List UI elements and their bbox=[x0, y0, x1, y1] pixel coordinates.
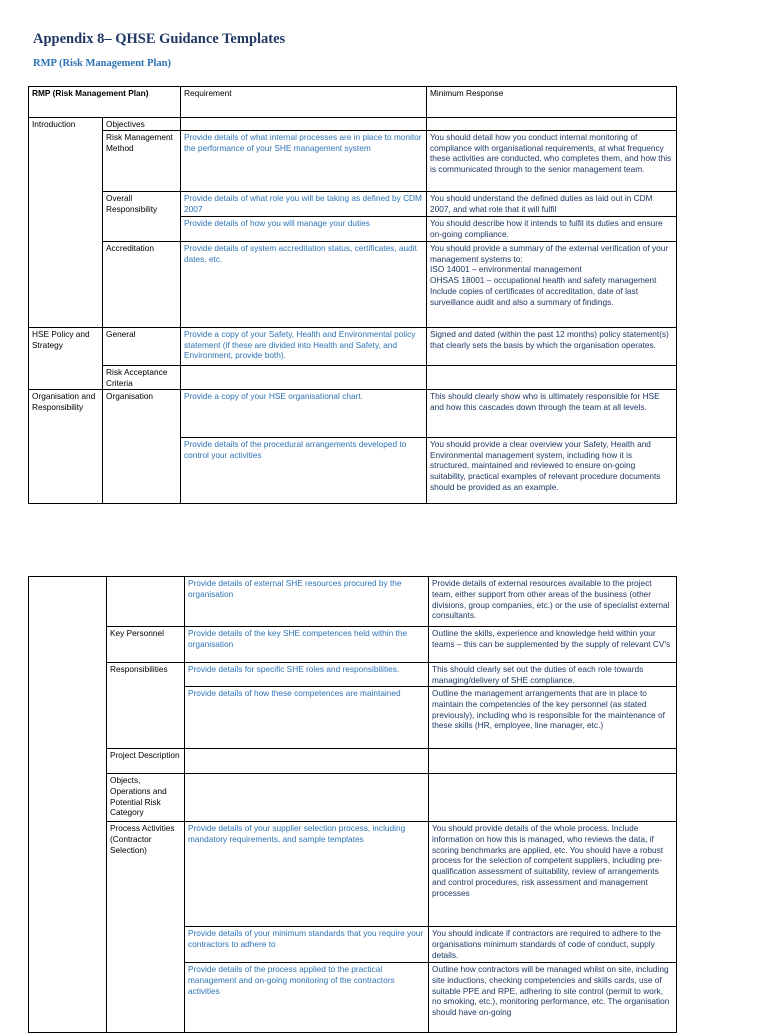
response-cell: Outline the management arrangements that are in place to maintain the competencies of the key personnel (as stated previously), including who is responsible for the maintenance of these skills (HR, employee, line manager, etc.) bbox=[429, 687, 677, 749]
requirement-cell: Provide details for specific SHE roles and responsibilities. bbox=[185, 663, 429, 687]
table-row bbox=[29, 130, 677, 191]
requirement-cell: Provide details of how these competences are maintained bbox=[185, 687, 429, 749]
requirement-cell: Provide details of how you will manage your duties bbox=[181, 216, 427, 241]
requirement-cell bbox=[185, 749, 429, 774]
table-row bbox=[29, 241, 677, 327]
response-cell: You should understand the defined duties as laid out in CDM 2007, and what role that it will fulfil bbox=[427, 191, 677, 216]
rmp-table-1 bbox=[28, 86, 677, 504]
table-row bbox=[29, 627, 677, 663]
response-cell bbox=[427, 365, 677, 389]
rmp-table-2 bbox=[28, 576, 677, 1033]
table-row bbox=[29, 365, 677, 389]
response-cell: You should describe how it intends to fulfil its duties and ensure on-going compliance. bbox=[427, 216, 677, 241]
objective-cell: Accreditation bbox=[103, 241, 181, 327]
table-header-row bbox=[29, 87, 677, 118]
table-row bbox=[29, 577, 677, 627]
objective-cell: General bbox=[103, 327, 181, 365]
table-title-cell: RMP (Risk Management Plan) bbox=[29, 87, 181, 118]
minimum-response-header: Minimum Response bbox=[427, 87, 677, 118]
section-cell bbox=[29, 577, 107, 1033]
requirement-cell: Provide details of external SHE resources procured by the organisation bbox=[185, 577, 429, 627]
response-line: Include copies of certificates of accreditation, date of last surveillance audit and also a summary of findings. bbox=[430, 285, 638, 307]
objective-cell: Risk Acceptance Criteria bbox=[103, 365, 181, 389]
response-cell: Outline the skills, experience and knowledge held within your teams – this can be supplemented by the supply of relevant CV's bbox=[429, 627, 677, 663]
requirement-cell: Provide details of your minimum standards that you require your contractors to adhere to bbox=[185, 927, 429, 963]
section-cell: HSE Policy and Strategy bbox=[29, 327, 103, 389]
table-row bbox=[29, 327, 677, 365]
response-cell: Provide details of external resources available to the project team, either support from other areas of the business (other divisions, group companies, etc.) or the use of specialist external consultants. bbox=[429, 577, 677, 627]
response-cell: This should clearly set out the duties of each role towards managing/delivery of SHE compliance. bbox=[429, 663, 677, 687]
requirement-cell bbox=[185, 774, 429, 822]
objective-cell: Objects, Operations and Potential Risk Category bbox=[107, 774, 185, 822]
objective-cell: Organisation bbox=[103, 389, 181, 503]
requirement-cell bbox=[181, 365, 427, 389]
response-cell bbox=[427, 118, 677, 131]
objective-cell: Responsibilities bbox=[107, 663, 185, 749]
response-cell bbox=[427, 241, 677, 327]
table-row bbox=[29, 389, 677, 437]
table-row bbox=[29, 774, 677, 822]
requirement-header: Requirement bbox=[181, 87, 427, 118]
response-cell: This should clearly show who is ultimately responsible for HSE and how this cascades down through the team at all levels. bbox=[427, 389, 677, 437]
objective-cell: Overall Responsibility bbox=[103, 191, 181, 241]
objective-cell: Key Personnel bbox=[107, 627, 185, 663]
objective-cell: Process Activities (Contractor Selection) bbox=[107, 822, 185, 1033]
response-cell bbox=[429, 749, 677, 774]
table-row bbox=[29, 749, 677, 774]
response-line: OHSAS 18001 – occupational health and safety management bbox=[430, 275, 657, 286]
requirement-cell: Provide a copy of your HSE organisational chart. bbox=[181, 389, 427, 437]
requirement-cell: Provide details of what internal processes are in place to monitor the performance of your SHE management system bbox=[181, 130, 427, 191]
requirement-cell: Provide details of what role you will be taking as defined by CDM 2007 bbox=[181, 191, 427, 216]
document-subheading: RMP (Risk Management Plan) bbox=[33, 58, 171, 69]
response-cell bbox=[429, 774, 677, 822]
requirement-cell: Provide details of the procedural arrangements developed to control your activities bbox=[181, 437, 427, 503]
response-cell: You should indicate if contractors are required to adhere to the organisations minimum standards of code of conduct, supply details. bbox=[429, 927, 677, 963]
table-row bbox=[29, 822, 677, 927]
document-heading: Appendix 8– QHSE Guidance Templates bbox=[33, 31, 286, 47]
objective-cell: Objectives bbox=[103, 118, 181, 131]
requirement-cell bbox=[181, 118, 427, 131]
response-line: ISO 14001 – environmental management bbox=[430, 264, 582, 275]
response-cell: You should provide details of the whole process. Include information on how this is managed, who reviews the data, if scoring benchmarks are applied, etc. You should have a robust process for the selection of competent suppliers, including pre-qualification assessment of suitability, review of arrangements and control procedures, risk assessment and management processes bbox=[429, 822, 677, 927]
section-cell: Introduction bbox=[29, 118, 103, 328]
requirement-cell: Provide details of the key SHE competences held within the organisation bbox=[185, 627, 429, 663]
response-cell: Outline how contractors will be managed whilst on site, including site inductions, checking competencies and skills cards, use of suitable PPE and RPE, adhering to site control (permit to work, no smoking, etc.), monitoring performance, etc. The organisation should have on-going bbox=[429, 963, 677, 1033]
response-cell: You should provide a clear overview your Safety, Health and Environmental management system, including how it is structured, maintained and reviewed to ensure on-going suitability, practical examples of relevant procedure documents should be provided as an example. bbox=[427, 437, 677, 503]
table-row bbox=[29, 191, 677, 216]
response-cell: Signed and dated (within the past 12 months) policy statement(s) that clearly sets the basis by which the organisation operates. bbox=[427, 327, 677, 365]
objective-cell bbox=[107, 577, 185, 627]
requirement-cell: Provide details of the process applied to the practical management and on-going monitoring of the contractors activities bbox=[185, 963, 429, 1033]
requirement-cell: Provide details of your supplier selection process, including mandatory requirements, and sample templates bbox=[185, 822, 429, 927]
response-line: You should provide a summary of the external verification of your management systems to: bbox=[430, 242, 669, 264]
table-row bbox=[29, 663, 677, 687]
section-cell: Organisation and Responsibility bbox=[29, 389, 103, 503]
requirement-cell: Provide a copy of your Safety, Health and Environmental policy statement (if these are divided into Health and Safety, and Environment, provide both). bbox=[181, 327, 427, 365]
requirement-cell: Provide details of system accreditation status, certificates, audit dates, etc. bbox=[181, 241, 427, 327]
response-cell: You should detail how you conduct internal monitoring of compliance with organisational requirements, at what frequency these activities are conducted, who completes them, and how this is communicated through to the senior management team. bbox=[427, 130, 677, 191]
objective-cell: Risk Management Method bbox=[103, 130, 181, 191]
table-row bbox=[29, 118, 677, 131]
objective-cell: Project Description bbox=[107, 749, 185, 774]
